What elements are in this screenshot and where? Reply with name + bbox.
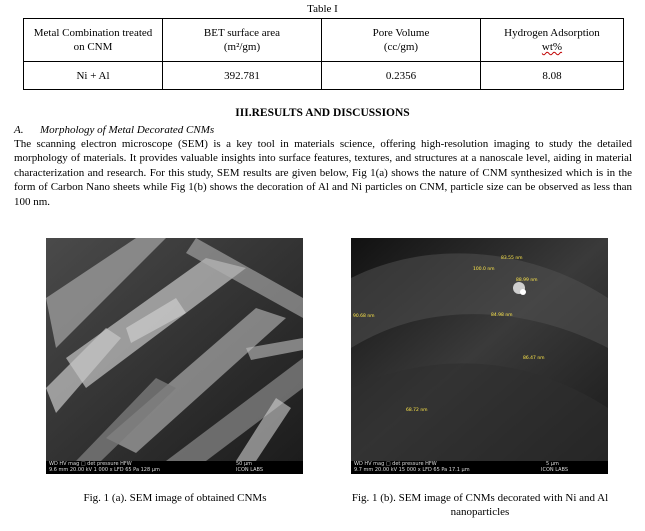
table-header-row [24, 19, 624, 62]
sem-image-cnm-decorated [351, 238, 608, 474]
body-paragraph: The scanning electron microscope (SEM) is a key tool in materials science, offering high-resolution imaging to study the detailed morphology of materials. It provides valuable insights into surface features, textures, and structures at a nanoscale level, aiding in material characterization and research. For this study, SEM results are given below, Fig 1(a) shows the nature of CNM synthesized which is in the form of Carbon Nano sheets while Fig 1(b) shows the decoration of Al and Ni particles on CNM, particle size can be observed as less than 100 nm. [14, 138, 632, 208]
table-caption: Table I [307, 3, 338, 15]
cell-hydrogen-adsorption: 8.08 [481, 62, 624, 90]
header-metal-combination: Metal Combination treated on CNM [24, 19, 163, 62]
figure-caption-a: Fig. 1 (a). SEM image of obtained CNMs [83, 492, 267, 504]
measurement-label: 84.98 nm [491, 313, 513, 318]
measurement-label: 100.0 nm [473, 267, 495, 272]
measurement-label: 68.72 nm [406, 408, 428, 413]
header-bet-surface-area: BET surface area (m²/gm) [163, 19, 322, 62]
measurement-label: 88.99 nm [516, 278, 538, 283]
cell-bet-surface-area: 392.781 [163, 62, 322, 90]
sem-databar-a: WD HV mag □ det pressure HFW 9.6 mm 20.00 kV 1 000 x LFD 65 Pa 128 µm 50 µm ICON LABS [46, 461, 303, 474]
subsection-heading [14, 124, 214, 136]
sem-image-cnm-texture [46, 238, 303, 461]
header-hydrogen-adsorption: Hydrogen Adsorption wt% [481, 19, 624, 62]
measurement-label: 83.55 nm [501, 256, 523, 261]
measurement-label: 90.68 nm [353, 314, 375, 319]
sem-image-cnm [46, 238, 303, 474]
results-table [23, 18, 624, 90]
figure-caption-b: Fig. 1 (b). SEM image of CNMs decorated with Ni and Al nanoparticles [351, 492, 609, 518]
measurement-label: 86.47 nm [523, 356, 545, 361]
sem-databar-b: WD HV mag □ det pressure HFW 9.7 mm 20.00 kV 15 000 x LFD 65 Pa 17.1 µm 5 µm ICON LABS [351, 461, 608, 474]
header-pore-volume: Pore Volume (cc/gm) [322, 19, 481, 62]
section-title: III.RESULTS AND DISCUSSIONS [235, 107, 410, 119]
table-row [24, 62, 624, 90]
subsection-title: Morphology of Metal Decorated CNMs [40, 124, 215, 136]
cell-pore-volume: 0.2356 [322, 62, 481, 90]
subsection-letter: A. [14, 124, 24, 136]
cell-metal-combination: Ni + Al [24, 62, 163, 90]
